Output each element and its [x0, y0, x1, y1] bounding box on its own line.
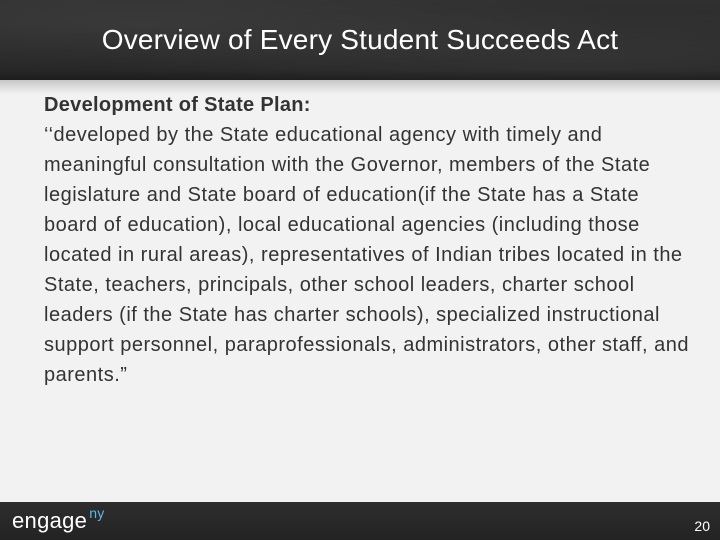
quote-text: ‘‘developed by the State educational agency with timely and meaningful consultation with the Governor, members of the State legislature and State board of education(if the State has a State board of education), local educational agencies (including those located in rural areas), representatives of Indian tribes located in the State, teachers, principals, other school leaders, charter school leaders (if the State has charter schools), specialized instructional support personnel, paraprofessionals, administrators, other staff, and parents.”: [44, 124, 689, 386]
footer-bar: [0, 502, 720, 540]
logo-superscript: ny: [89, 505, 105, 521]
title-bar: [0, 0, 720, 80]
section-heading: Development of State Plan:: [44, 94, 311, 116]
slide-title: Overview of Every Student Succeeds Act: [101, 24, 619, 55]
slide-content: [44, 90, 694, 390]
logo-text: engage: [12, 508, 88, 533]
page-number: 20: [694, 518, 710, 534]
engageny-logo: [12, 505, 105, 536]
